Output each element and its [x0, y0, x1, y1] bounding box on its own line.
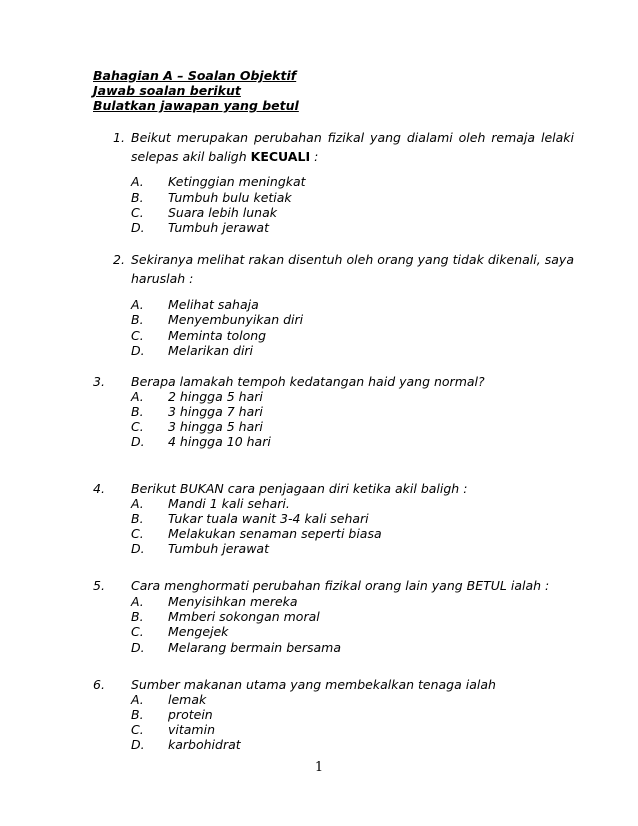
option-letter: A. [131, 389, 144, 404]
option-text: Mengejek [168, 624, 229, 639]
option-text: 3 hingga 5 hari [168, 419, 263, 434]
question-keyword: KECUALI [250, 149, 311, 164]
option-text: Melarikan diri [168, 343, 254, 358]
question-text: Berikut BUKAN cara penjagaan diri ketika akil baligh : [131, 481, 468, 496]
question-number: 3. [93, 374, 105, 389]
option-letter: D. [131, 737, 145, 752]
option-text: 2 hingga 5 hari [168, 389, 263, 404]
option-letter: A. [131, 297, 144, 312]
option-letter: D. [131, 640, 145, 655]
option-letter: C. [131, 205, 144, 220]
option-letter: B. [131, 312, 144, 327]
question-number: 6. [93, 677, 105, 692]
instruction-heading: Bulatkan jawapan yang betul [93, 98, 299, 113]
question-number: 2. [113, 252, 125, 267]
option-text: Meminta tolong [168, 328, 267, 343]
option-letter: B. [131, 404, 144, 419]
option-text: Melakukan senaman seperti biasa [168, 526, 382, 541]
question-number: 4. [93, 481, 105, 496]
question-text-part: : [310, 149, 319, 164]
option-letter: B. [131, 511, 144, 526]
option-text: 3 hingga 7 hari [168, 404, 263, 419]
option-text: Menyembunyikan diri [168, 312, 304, 327]
option-text: Tumbuh bulu ketiak [168, 190, 292, 205]
question-text: Sumber makanan utama yang membekalkan tenaga ialah [131, 677, 496, 692]
option-letter: A. [131, 692, 144, 707]
page-number: 1 [314, 760, 324, 775]
option-letter: B. [131, 190, 144, 205]
question-number: 1. [113, 130, 125, 145]
option-letter: A. [131, 174, 144, 189]
option-text: Melarang bermain bersama [168, 640, 341, 655]
option-text: vitamin [168, 722, 216, 737]
question-text [131, 128, 574, 166]
question-text-part: Beikut merupakan perubahan fizikal yang dialami oleh remaja lelaki selepas akil baligh [131, 130, 574, 164]
option-text: Suara lebih lunak [168, 205, 277, 220]
option-letter: D. [131, 343, 145, 358]
question-text: Cara menghormati perubahan fizikal orang lain yang BETUL ialah : [131, 578, 550, 593]
option-text: Menyisihkan mereka [168, 594, 298, 609]
option-letter: B. [131, 707, 144, 722]
section-heading: Bahagian A – Soalan Objektif [93, 68, 297, 83]
option-text: protein [168, 707, 213, 722]
option-text: 4 hingga 10 hari [168, 434, 271, 449]
option-letter: A. [131, 496, 144, 511]
question-number: 5. [93, 578, 105, 593]
option-letter: B. [131, 609, 144, 624]
option-letter: C. [131, 722, 144, 737]
question-text: Sekiranya melihat rakan disentuh oleh orang yang tidak dikenali, saya haruslah : [131, 252, 574, 286]
option-letter: C. [131, 328, 144, 343]
question-text: Berapa lamakah tempoh kedatangan haid yang normal? [131, 374, 485, 389]
option-text: Ketinggian meningkat [168, 174, 306, 189]
option-letter: C. [131, 526, 144, 541]
option-text: Tukar tuala wanit 3-4 kali sehari [168, 511, 369, 526]
option-letter: D. [131, 541, 145, 556]
option-letter: A. [131, 594, 144, 609]
option-letter: D. [131, 220, 145, 235]
instruction-heading: Jawab soalan berikut [93, 83, 241, 98]
option-letter: D. [131, 434, 145, 449]
option-letter: C. [131, 419, 144, 434]
option-text: lemak [168, 692, 207, 707]
option-text: Mandi 1 kali sehari. [168, 496, 290, 511]
option-text: Mmberi sokongan moral [168, 609, 320, 624]
option-text: Melihat sahaja [168, 297, 259, 312]
option-text: Tumbuh jerawat [168, 541, 269, 556]
option-letter: C. [131, 624, 144, 639]
option-text: karbohidrat [168, 737, 241, 752]
option-text: Tumbuh jerawat [168, 220, 269, 235]
